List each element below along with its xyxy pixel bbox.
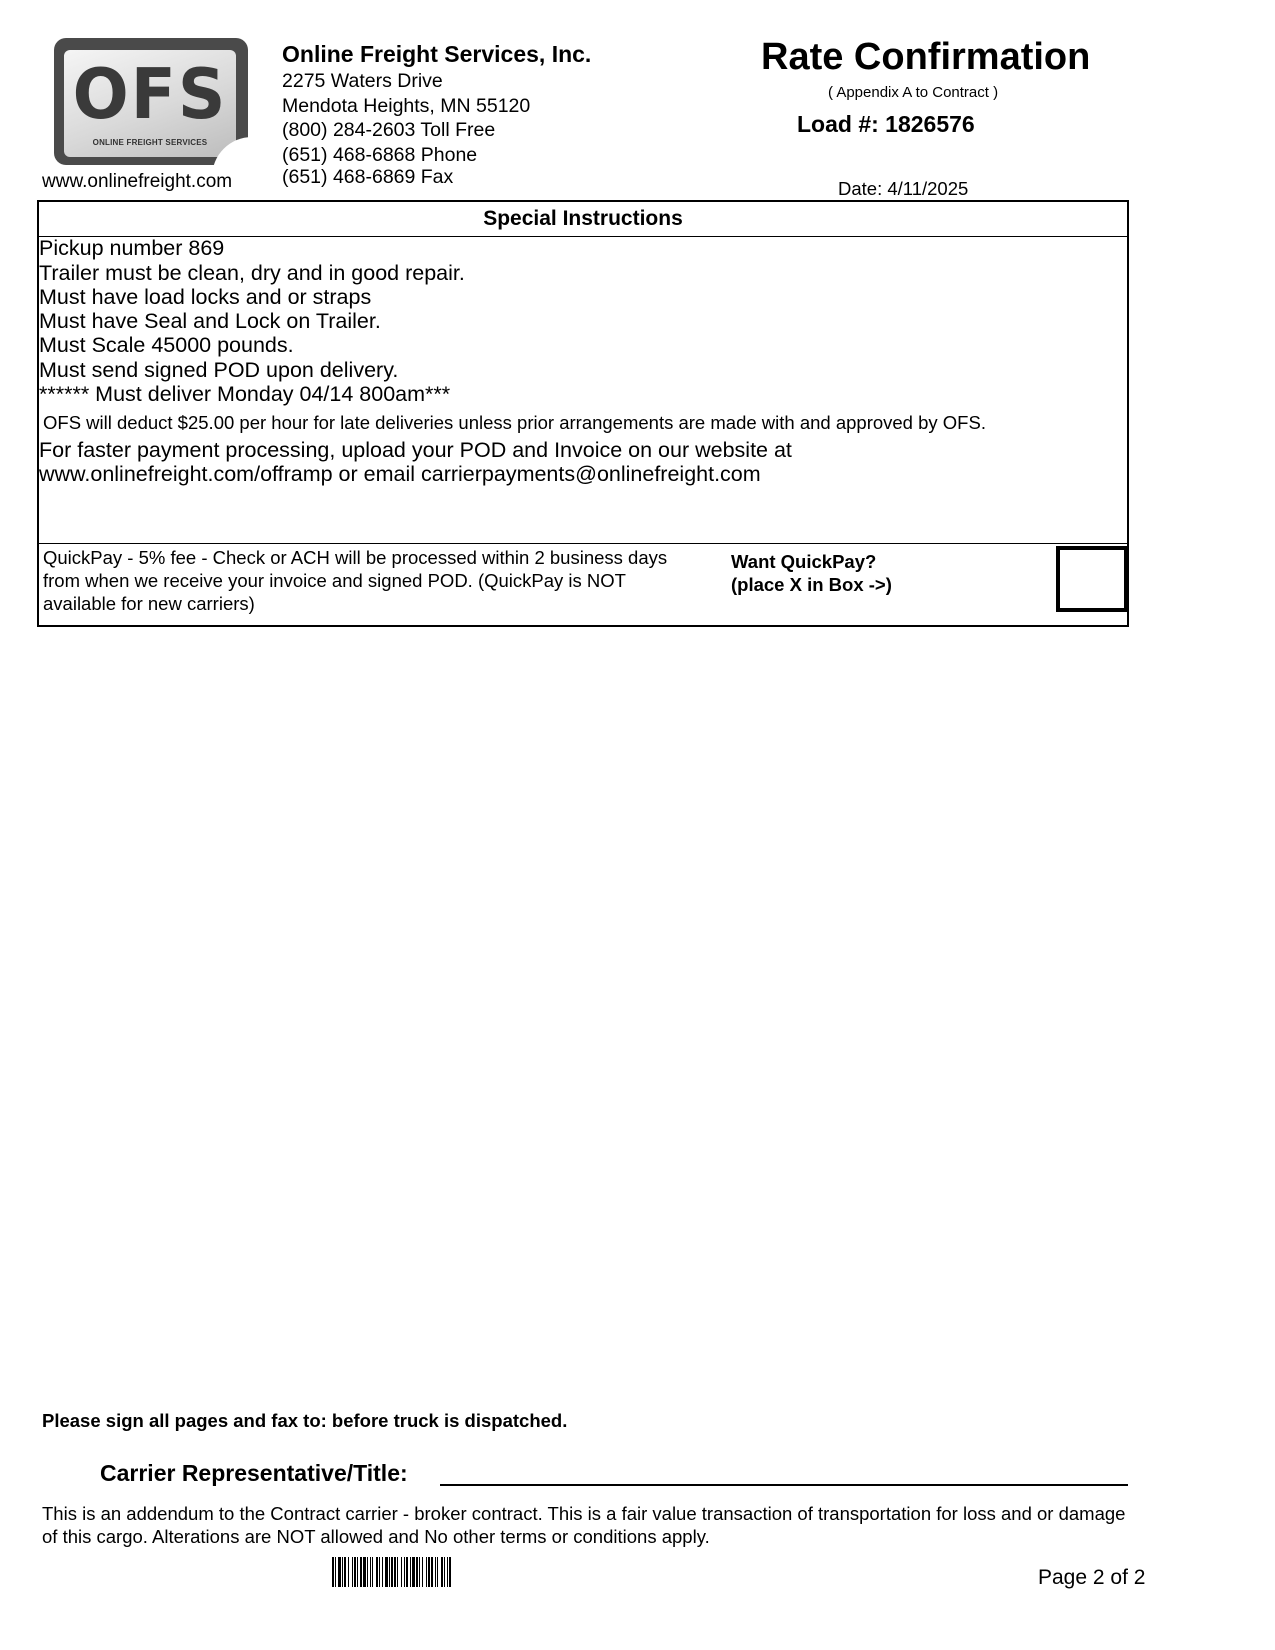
barcode-bar: [363, 1557, 366, 1587]
payment-instructions: For faster payment processing, upload your POD and Invoice on our website at: [39, 438, 792, 462]
barcode-bar: [422, 1557, 423, 1587]
barcode-bar: [372, 1557, 373, 1587]
load-number: Load #: 1826576: [797, 111, 975, 137]
barcode-bar: [379, 1557, 380, 1587]
barcode-bar: [338, 1557, 341, 1587]
barcode-bar: [444, 1557, 445, 1587]
barcode-bar: [382, 1557, 383, 1587]
barcode-bar: [410, 1557, 411, 1587]
barcode-bar: [332, 1557, 334, 1587]
barcode-bar: [441, 1557, 443, 1587]
barcode-bar: [397, 1557, 398, 1587]
address-line: 2275 Waters Drive: [282, 70, 443, 92]
instruction-line: Trailer must be clean, dry and in good repair.: [39, 261, 465, 285]
instruction-line: ****** Must deliver Monday 04/14 800am***: [39, 382, 451, 406]
special-instructions-heading: Special Instructions: [39, 202, 1127, 237]
special-instructions-box: [37, 200, 1129, 627]
quickpay-prompt-line: Want QuickPay?: [731, 551, 877, 572]
instruction-line: Must send signed POD upon delivery.: [39, 358, 399, 382]
barcode-bar: [367, 1557, 368, 1587]
carrier-rep-label: Carrier Representative/Title:: [100, 1460, 408, 1486]
barcode-bar: [401, 1557, 402, 1587]
barcode-bar: [431, 1557, 433, 1587]
sign-note: Please sign all pages and fax to: before truck is dispatched.: [42, 1410, 568, 1431]
addendum-text: This is an addendum to the Contract carrier - broker contract. This is a fair value transaction of transportation for loss and or damage of this cargo. Alterations are NOT allowed and No other terms or conditions apply.: [42, 1503, 1126, 1547]
barcode-bar: [385, 1557, 388, 1587]
quickpay-terms: QuickPay - 5% fee - Check or ACH will be processed within 2 business days from when we receive your invoice and signed POD. (QuickPay is NOT available for new carriers): [43, 547, 668, 614]
barcode-bar: [419, 1557, 420, 1587]
barcode-bar: [344, 1557, 346, 1587]
barcode-bar: [416, 1557, 418, 1587]
logo-plate: [64, 50, 236, 157]
document-date: Date: 4/11/2025: [838, 178, 969, 199]
toll-free-phone: (800) 284-2603 Toll Free: [282, 119, 496, 141]
barcode-bar: [348, 1557, 349, 1587]
barcode-bar: [435, 1557, 436, 1587]
barcode-bar: [404, 1557, 405, 1587]
quickpay-row: [39, 543, 1127, 626]
page-subtitle: ( Appendix A to Contract ): [828, 84, 999, 101]
barcode-bar: [389, 1557, 390, 1587]
carrier-rep-signature-line[interactable]: [440, 1484, 1128, 1486]
company-logo: [54, 38, 248, 165]
quickpay-prompt-line: (place X in Box ->): [731, 574, 892, 595]
barcode-bar: [342, 1557, 343, 1587]
barcode-bar: [412, 1557, 415, 1587]
address-line: Mendota Heights, MN 55120: [282, 95, 531, 117]
instruction-line: Must Scale 45000 pounds.: [39, 333, 294, 357]
fax: (651) 468-6869 Fax: [282, 166, 454, 188]
barcode-bar: [354, 1557, 356, 1587]
barcode-bar: [437, 1557, 438, 1587]
company-name: Online Freight Services, Inc.: [282, 41, 592, 67]
page-title: Rate Confirmation: [761, 36, 1091, 78]
barcode-bar: [426, 1557, 427, 1587]
quickpay-prompt: [731, 550, 892, 596]
barcode-bar: [406, 1557, 408, 1587]
instruction-line: Must have load locks and or straps: [39, 285, 372, 309]
barcode-bar: [449, 1557, 451, 1587]
phone: (651) 468-6868 Phone: [282, 144, 478, 166]
barcode-bar: [335, 1557, 336, 1587]
barcode-bar: [352, 1557, 353, 1587]
logo-letters: OFS: [72, 54, 228, 135]
barcode-bar: [428, 1557, 430, 1587]
barcode-bar: [370, 1557, 371, 1587]
barcode-bar: [376, 1557, 378, 1587]
website-link[interactable]: www.onlinefreight.com: [42, 171, 233, 192]
barcode-bar: [357, 1557, 358, 1587]
barcode: [332, 1557, 532, 1587]
logo-subtitle: ONLINE FREIGHT SERVICES: [92, 138, 208, 147]
barcode-bar: [360, 1557, 362, 1587]
payment-instructions: www.onlinefreight.com/offramp or email carrierpayments@onlinefreight.com: [39, 462, 761, 486]
instruction-line: Pickup number 869: [39, 236, 225, 260]
late-fee-notice: OFS will deduct $25.00 per hour for late deliveries unless prior arrangements are made with and approved by OFS.: [43, 412, 986, 433]
barcode-bar: [391, 1557, 393, 1587]
instruction-line: Must have Seal and Lock on Trailer.: [39, 309, 381, 333]
barcode-bar: [394, 1557, 396, 1587]
quickpay-checkbox[interactable]: [1056, 546, 1128, 612]
page-number: Page 2 of 2: [1038, 1566, 1146, 1589]
barcode-bar: [447, 1557, 448, 1587]
